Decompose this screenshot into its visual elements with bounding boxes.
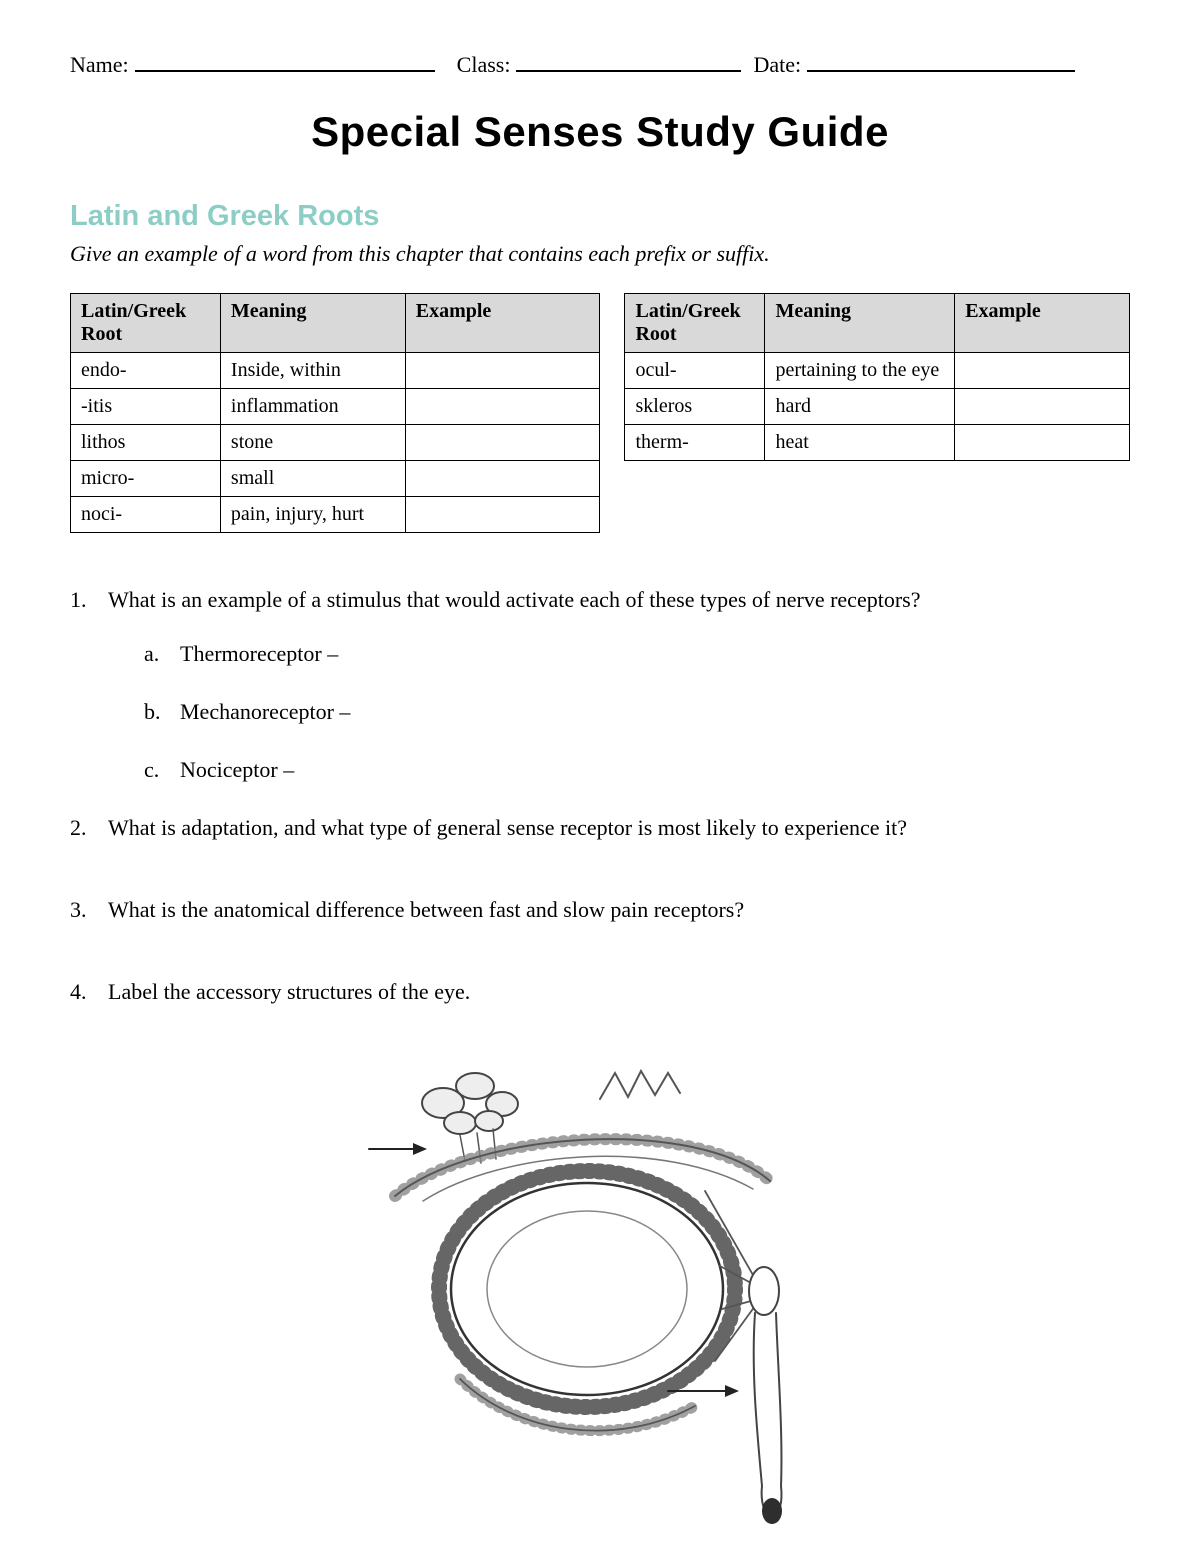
meaning-cell: inflammation	[220, 389, 405, 425]
table-row	[71, 425, 600, 461]
subitem-a	[144, 641, 1130, 667]
section-heading: Latin and Greek Roots	[70, 200, 380, 232]
question-number: 3.	[70, 897, 87, 922]
roots-tables	[70, 293, 1130, 533]
question-1-subitems	[144, 641, 1130, 783]
example-cell	[405, 425, 600, 461]
section-instruction: Give an example of a word from this chapter that contains each prefix or suffix.	[70, 241, 770, 266]
duct-opening	[762, 1498, 782, 1524]
lacrimal-sac	[749, 1267, 779, 1315]
subitem-letter: c.	[144, 757, 160, 782]
table-row	[71, 353, 600, 389]
eye-illustration	[365, 1061, 835, 1531]
meaning-cell: pain, injury, hurt	[220, 497, 405, 533]
column-header-root: Latin/Greek Root	[71, 294, 221, 353]
table-row	[71, 389, 600, 425]
example-cell	[405, 461, 600, 497]
lacrimal-gland-arrow	[369, 1143, 427, 1155]
name-class-date-row	[70, 52, 1130, 78]
root-cell: lithos	[71, 425, 221, 461]
roots-table-left	[70, 293, 600, 533]
eye-accessory-structures-figure	[70, 1061, 1130, 1536]
meaning-cell: stone	[220, 425, 405, 461]
date-label: Date:	[753, 52, 802, 77]
subitem-letter: b.	[144, 699, 161, 724]
root-cell: micro-	[71, 461, 221, 497]
lacrimal-gland	[422, 1073, 518, 1134]
question-text: What is an example of a stimulus that would activate each of these types of nerve receptors?	[108, 587, 921, 612]
subitem-letter: a.	[144, 641, 160, 666]
brow-hatching	[600, 1071, 680, 1099]
meaning-cell: Inside, within	[220, 353, 405, 389]
question-text: Label the accessory structures of the eye.	[108, 979, 471, 1004]
meaning-cell: pertaining to the eye	[765, 353, 955, 389]
example-cell	[955, 425, 1130, 461]
meaning-cell: heat	[765, 425, 955, 461]
subitem-b	[144, 699, 1130, 725]
meaning-cell: hard	[765, 389, 955, 425]
question-number: 1.	[70, 587, 87, 612]
column-header-root: Latin/Greek Root	[625, 294, 765, 353]
meaning-cell: small	[220, 461, 405, 497]
question-4	[70, 979, 1130, 1005]
table-row	[71, 497, 600, 533]
example-cell	[405, 497, 600, 533]
question-text: What is adaptation, and what type of general sense receptor is most likely to experience it?	[108, 815, 908, 840]
question-number: 2.	[70, 815, 87, 840]
class-label: Class:	[456, 52, 511, 77]
date-blank-line	[807, 70, 1075, 72]
subitem-c	[144, 757, 1130, 783]
roots-table-right	[624, 293, 1130, 461]
subitem-text: Mechanoreceptor –	[180, 699, 351, 724]
example-cell	[405, 389, 600, 425]
column-header-example: Example	[955, 294, 1130, 353]
column-header-example: Example	[405, 294, 600, 353]
name-label: Name:	[70, 52, 129, 77]
column-header-meaning: Meaning	[220, 294, 405, 353]
root-cell: skleros	[625, 389, 765, 425]
example-cell	[405, 353, 600, 389]
question-3	[70, 897, 1130, 923]
nasolacrimal-duct	[754, 1313, 782, 1519]
root-cell: therm-	[625, 425, 765, 461]
example-cell	[955, 353, 1130, 389]
table-row	[625, 425, 1130, 461]
question-1	[70, 587, 1130, 783]
table-row	[625, 389, 1130, 425]
subitem-text: Thermoreceptor –	[180, 641, 339, 666]
table-header-row	[625, 294, 1130, 353]
column-header-meaning: Meaning	[765, 294, 955, 353]
table-row	[625, 353, 1130, 389]
questions-list	[70, 587, 1130, 1005]
question-text: What is the anatomical difference between fast and slow pain receptors?	[108, 897, 745, 922]
example-cell	[955, 389, 1130, 425]
root-cell: ocul-	[625, 353, 765, 389]
root-cell: -itis	[71, 389, 221, 425]
page-title: Special Senses Study Guide	[311, 108, 889, 155]
table-header-row	[71, 294, 600, 353]
root-cell: endo-	[71, 353, 221, 389]
root-cell: noci-	[71, 497, 221, 533]
table-row	[71, 461, 600, 497]
subitem-text: Nociceptor –	[180, 757, 295, 782]
question-number: 4.	[70, 979, 87, 1004]
question-2	[70, 815, 1130, 841]
class-blank-line	[516, 70, 741, 72]
name-blank-line	[135, 70, 435, 72]
